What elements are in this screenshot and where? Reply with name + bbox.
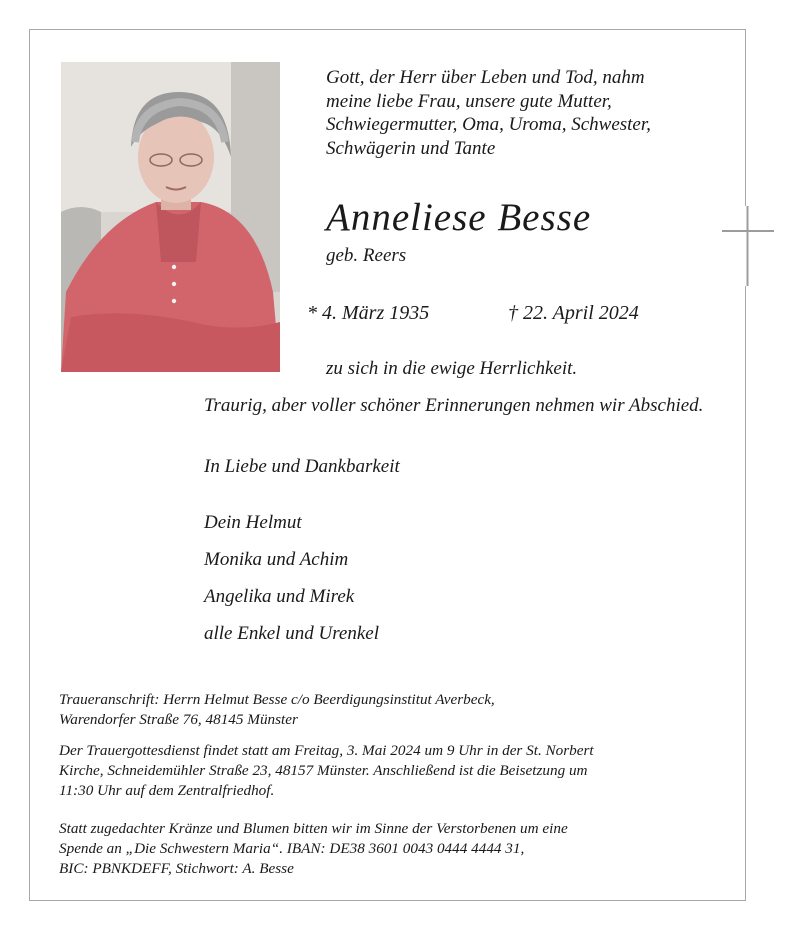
portrait-photo bbox=[61, 62, 280, 372]
signer-3: Angelika und Mirek bbox=[204, 586, 355, 607]
mourning-address: Traueranschrift: Herrn Helmut Besse c/o Beerdigungsinstitut Averbeck, Warendorfer Straße 76, 48145 Münster bbox=[59, 691, 495, 728]
service-info: Der Trauergottesdienst findet statt am Freitag, 3. Mai 2024 um 9 Uhr in der St. Norbert Kirche, Schneidemühler Straße 23, 48157 Münster. Anschließend ist die Beisetzung um 11:30 Uhr auf dem Zentralfriedhof. bbox=[59, 742, 594, 799]
mourning-text: Traurig, aber voller schöner Erinnerungen nehmen wir Abschied. bbox=[204, 395, 704, 416]
love-line: In Liebe und Dankbarkeit bbox=[204, 456, 400, 477]
cross-icon bbox=[722, 206, 774, 286]
death-date: † 22. April 2024 bbox=[508, 302, 639, 324]
signer-4: alle Enkel und Urenkel bbox=[204, 623, 379, 644]
deceased-name: Anneliese Besse bbox=[326, 196, 592, 239]
birth-date: * 4. März 1935 bbox=[307, 302, 430, 324]
signer-1: Dein Helmut bbox=[204, 512, 302, 533]
donation-info: Statt zugedachter Kränze und Blumen bitten wir im Sinne der Verstorbenen um eine Spende an „Die Schwestern Maria“. IBAN: DE38 3601 0043 0444 4444 31, BIC: PBNKDEFF, Stichwort: A. Besse bbox=[59, 820, 568, 877]
signer-2: Monika und Achim bbox=[204, 549, 349, 570]
intro-text: Gott, der Herr über Leben und Tod, nahm meine liebe Frau, unsere gute Mutter, Schwiegermutter, Oma, Uroma, Schwester, Schwägerin und Tante bbox=[326, 67, 651, 159]
maiden-name: geb. Reers bbox=[326, 245, 407, 266]
closing-line: zu sich in die ewige Herrlichkeit. bbox=[326, 358, 578, 379]
